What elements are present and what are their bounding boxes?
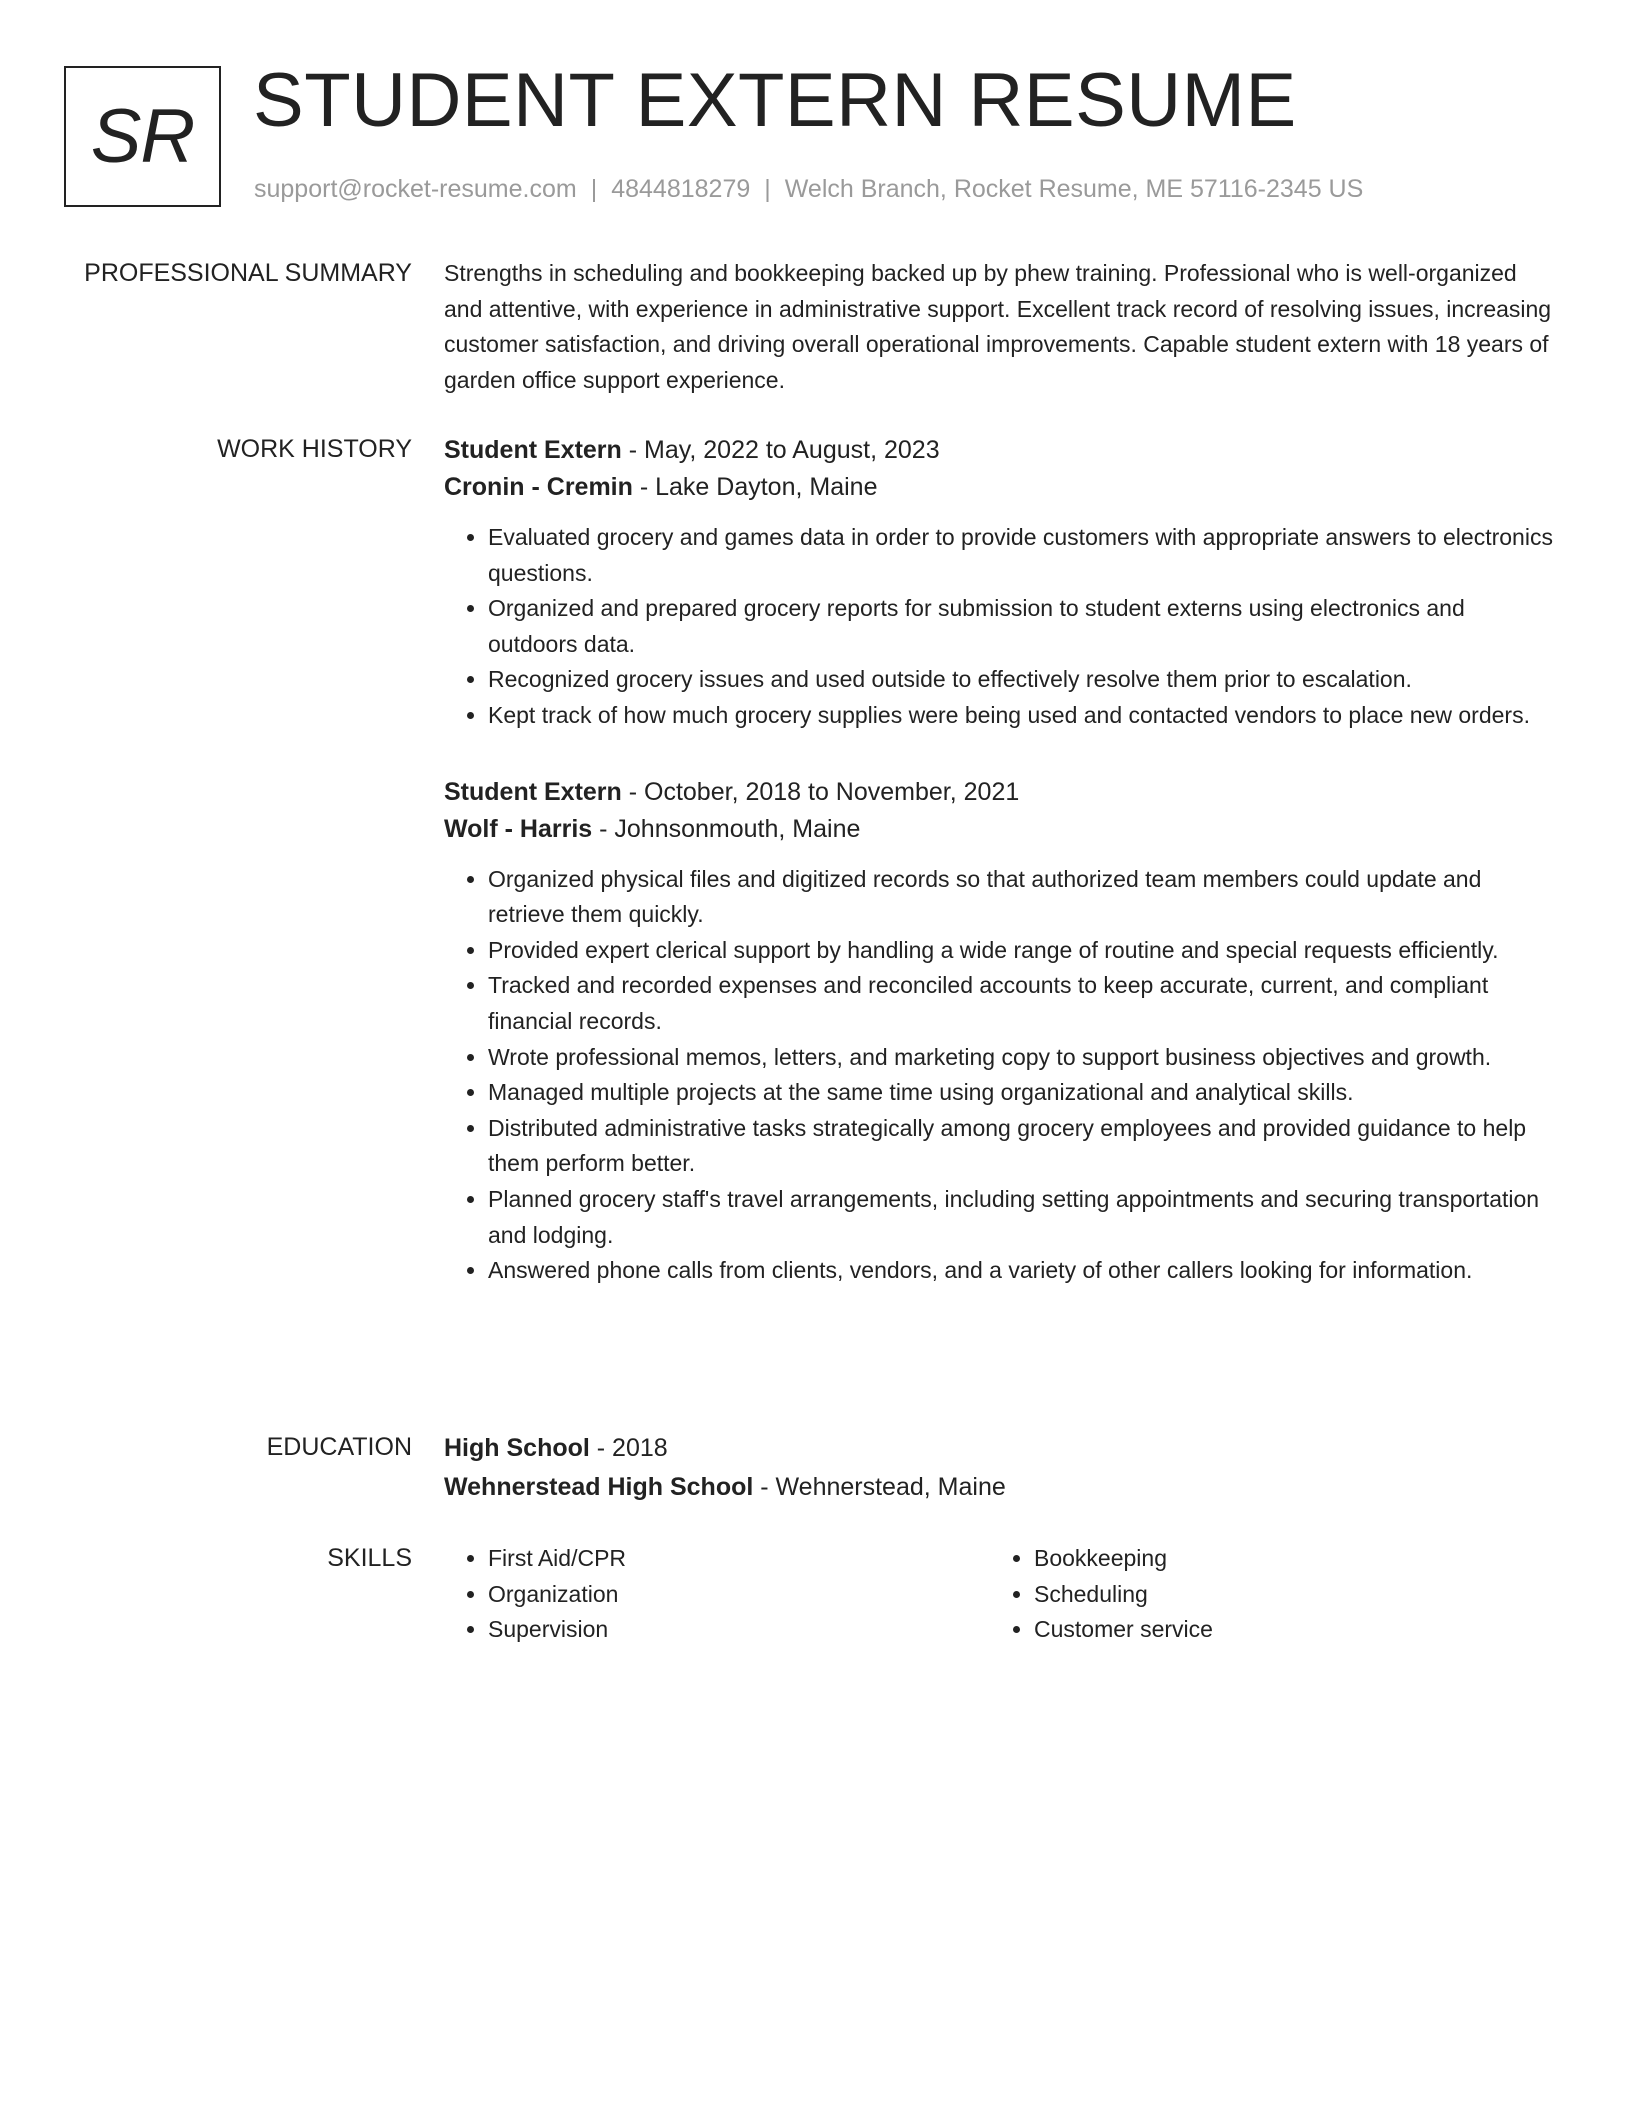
contact-separator: | (590, 175, 598, 203)
job-company-line (444, 811, 1556, 848)
skills-column-left (444, 1541, 990, 1648)
job-role: Student Extern (444, 436, 622, 464)
list-item: • Wrote professional memos, letters, and marketing copy to support business objectives and growth. (488, 1040, 1556, 1076)
contact-address: Welch Branch, Rocket Resume, ME 57116-2345 US (784, 175, 1364, 203)
education-year: - 2018 (589, 1434, 668, 1462)
education-school-line (444, 1469, 1556, 1506)
list-item: • Answered phone calls from clients, vendors, and a variety of other callers looking for information. (488, 1253, 1556, 1289)
job-location: - Lake Dayton, Maine (632, 473, 878, 501)
job-entry (444, 774, 1556, 1289)
list-item: • Kept track of how much grocery supplies were being used and contacted vendors to place new orders. (488, 698, 1556, 734)
list-item: • Tracked and recorded expenses and reconciled accounts to keep accurate, current, and compliant financial records. (488, 968, 1556, 1039)
job-bullet-list (444, 520, 1556, 734)
list-item: • Customer service (1034, 1612, 1536, 1648)
skills-list (444, 1541, 990, 1648)
list-item: • Organized physical files and digitized records so that authorized team members could update and retrieve them quickly. (488, 862, 1556, 933)
list-item: • Supervision (488, 1612, 990, 1648)
skills-columns (444, 1541, 1556, 1648)
job-company: Wolf - Harris (444, 814, 593, 843)
education-school: Wehnerstead High School (444, 1473, 754, 1501)
job-dates: - May, 2022 to August, 2023 (621, 436, 940, 464)
skills-column-right (990, 1541, 1536, 1648)
section-title-work-history: WORK HISTORY (217, 435, 412, 463)
section-title-education: EDUCATION (266, 1433, 412, 1461)
summary-text: Strengths in scheduling and bookkeeping backed up by phew training. Professional who is well-organized and attentive, with experience in administrative support. Excellent track record of resolving issues, increasing customer satisfaction, and driving overall operational improvements. Capable student extern with 18 years of garden office support experience. (444, 260, 1552, 393)
resume-title: STUDENT EXTERN RESUME (253, 58, 1297, 143)
skills-list (990, 1541, 1536, 1648)
section-title-summary: PROFESSIONAL SUMMARY (84, 259, 412, 287)
list-item: • Planned grocery staff's travel arrangements, including setting appointments and securing transportation and lodging. (488, 1182, 1556, 1253)
list-item: • Recognized grocery issues and used outside to effectively resolve them prior to escalation. (488, 662, 1556, 698)
job-company-line (444, 469, 1556, 506)
education-degree-line (444, 1430, 1556, 1467)
list-item: • Managed multiple projects at the same time using organizational and analytical skills. (488, 1075, 1556, 1111)
job-dates: - October, 2018 to November, 2021 (621, 777, 1020, 806)
education-body (444, 1430, 1556, 1506)
contact-email: support@rocket-resume.com (254, 175, 577, 203)
job-role: Student Extern (444, 777, 622, 806)
list-item: • Organization (488, 1577, 990, 1613)
job-bullet-list (444, 862, 1556, 1289)
section-title-skills: SKILLS (327, 1544, 412, 1572)
list-item: • First Aid/CPR (488, 1541, 990, 1577)
work-history-body (444, 432, 1556, 1289)
education-location: - Wehnerstead, Maine (753, 1473, 1006, 1501)
job-title-line (444, 774, 1556, 811)
contact-line (254, 175, 1363, 204)
job-title-line (444, 432, 1556, 469)
job-location: - Johnsonmouth, Maine (592, 814, 861, 843)
list-item: • Bookkeeping (1034, 1541, 1536, 1577)
list-item: • Provided expert clerical support by handling a wide range of routine and special requests efficiently. (488, 933, 1556, 969)
job-entry (444, 432, 1556, 734)
skills-body (444, 1541, 1556, 1648)
contact-phone: 4844818279 (611, 175, 751, 203)
list-item: • Distributed administrative tasks strategically among grocery employees and provided guidance to help them perform better. (488, 1111, 1556, 1182)
monogram-logo: SR (64, 66, 221, 207)
job-company: Cronin - Cremin (444, 473, 633, 501)
list-item: • Organized and prepared grocery reports for submission to student externs using electronics and outdoors data. (488, 591, 1556, 662)
contact-separator: | (764, 175, 771, 203)
education-degree: High School (444, 1434, 590, 1462)
list-item: • Evaluated grocery and games data in order to provide customers with appropriate answers to electronics questions. (488, 520, 1556, 591)
summary-body (444, 256, 1556, 398)
list-item: • Scheduling (1034, 1577, 1536, 1613)
